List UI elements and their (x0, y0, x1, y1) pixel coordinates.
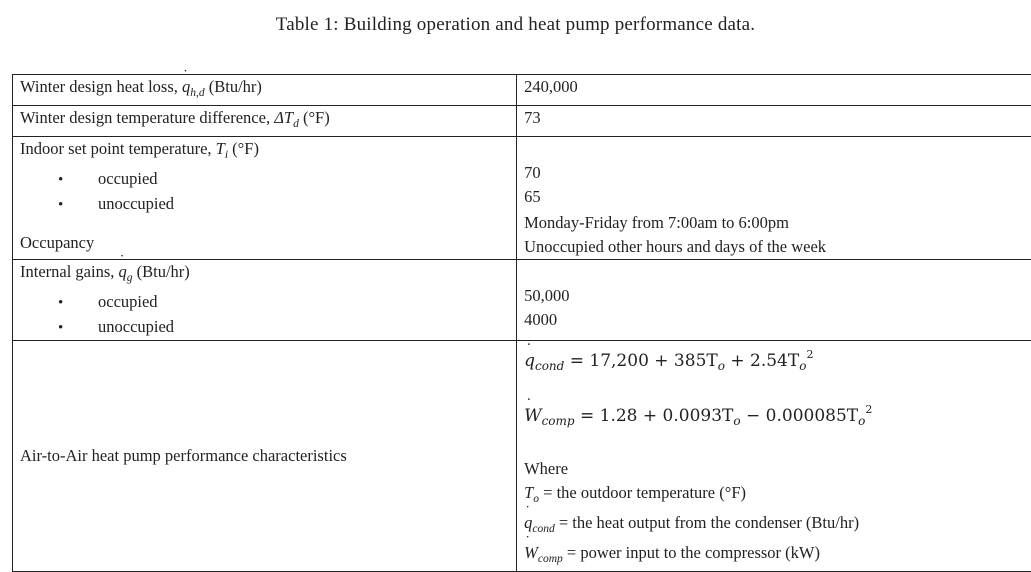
occupancy-line2: Unoccupied other hours and days of the week (524, 235, 1031, 259)
comp-eq-lhs: ˙ W (524, 404, 541, 428)
heat-pump-label: Air-to-Air heat pump performance characteristics (13, 341, 517, 572)
cond-eq-rhs-tail-sub: o (799, 359, 806, 373)
occupancy-label: Occupancy (20, 231, 516, 255)
heat-loss-value: 240,000 (517, 75, 1031, 106)
internal-gains-symbol-sub: g (127, 272, 133, 284)
temp-diff-symbol-sub: d (293, 118, 299, 130)
comp-eq-rhs-tail-sub: o (858, 414, 865, 428)
temp-diff-symbol: ΔT (274, 108, 293, 127)
set-point-values-cell (517, 137, 1031, 260)
cond-equation (524, 343, 1031, 378)
def1-text: = the outdoor temperature (°F) (539, 483, 746, 502)
set-point-label: Indoor set point temperature, (20, 139, 212, 158)
set-point-occupied-label: • occupied (20, 167, 516, 192)
definition-heat-output (524, 511, 1031, 541)
comp-eq-power: 2 (865, 403, 872, 416)
internal-gains-label-cell (13, 260, 517, 341)
set-point-unoccupied-label: • unoccupied (20, 192, 516, 217)
def1-symbol: T (524, 483, 533, 502)
definition-power-input (524, 541, 1031, 571)
heat-pump-equations-cell (517, 341, 1031, 572)
internal-gains-label: Internal gains, (20, 262, 114, 281)
set-point-occupied-value: 70 (524, 161, 1031, 185)
set-point-unoccupied-value: 65 (524, 185, 1031, 209)
table-row (13, 341, 1031, 572)
comp-eq-rhs: = 1.28 + 0.0093T (575, 406, 734, 426)
cond-eq-rhs-tail: + 2.54T (725, 351, 799, 371)
cond-eq-lhs-sub: cond (535, 359, 564, 373)
heat-loss-label: Winter design heat loss, (20, 77, 178, 96)
comp-eq-rhs-tail: − 0.000085T (741, 406, 859, 426)
temp-diff-unit: (°F) (303, 108, 330, 127)
internal-gains-unoccupied-label: • unoccupied (20, 315, 516, 340)
table-row (13, 260, 1031, 341)
internal-gains-values-cell (517, 260, 1031, 341)
table-row (13, 75, 1031, 106)
def1-symbol-sub: o (533, 493, 539, 505)
table-row (13, 137, 1031, 260)
cond-eq-rhs-sub: o (718, 359, 725, 373)
def3-text: = power input to the compressor (kW) (563, 543, 820, 562)
internal-gains-occupied-value: 50,000 (524, 284, 1031, 308)
set-point-symbol-sub: i (225, 149, 228, 161)
cond-eq-lhs: ˙ q (524, 349, 535, 373)
table-caption: Table 1: Building operation and heat pump performance data. (0, 14, 1031, 36)
table-row (13, 106, 1031, 137)
set-point-symbol: T (216, 139, 225, 158)
def2-symbol: ˙ q (524, 511, 532, 535)
where-label: Where (524, 457, 1031, 481)
temp-diff-value: 73 (517, 106, 1031, 137)
internal-gains-unoccupied-value: 4000 (524, 308, 1031, 332)
def2-symbol-sub: cond (532, 523, 554, 535)
set-point-label-cell (13, 137, 517, 260)
internal-gains-symbol: ˙ q (119, 260, 127, 284)
occupancy-line1: Monday-Friday from 7:00am to 6:00pm (524, 211, 1031, 235)
definition-outdoor-temp (524, 481, 1031, 511)
comp-eq-rhs-sub: o (733, 414, 740, 428)
internal-gains-occupied-label: • occupied (20, 290, 516, 315)
heat-loss-symbol: ˙ q (182, 75, 190, 99)
def3-symbol: ˙ W (524, 541, 538, 565)
heat-loss-label-cell (13, 75, 517, 106)
set-point-unit: (°F) (232, 139, 259, 158)
comp-eq-lhs-sub: comp (542, 414, 575, 428)
temp-diff-label-cell (13, 106, 517, 137)
heat-loss-unit: (Btu/hr) (209, 77, 262, 96)
cond-eq-power: 2 (806, 348, 813, 361)
comp-equation (524, 398, 1031, 433)
def3-symbol-sub: comp (538, 553, 563, 565)
cond-eq-rhs: = 17,200 + 385T (564, 351, 717, 371)
internal-gains-unit: (Btu/hr) (137, 262, 190, 281)
data-table (12, 74, 1031, 572)
heat-loss-symbol-sub: h,d (190, 87, 204, 99)
def2-text: = the heat output from the condenser (Btu/hr) (555, 513, 859, 532)
temp-diff-label: Winter design temperature difference, (20, 108, 270, 127)
